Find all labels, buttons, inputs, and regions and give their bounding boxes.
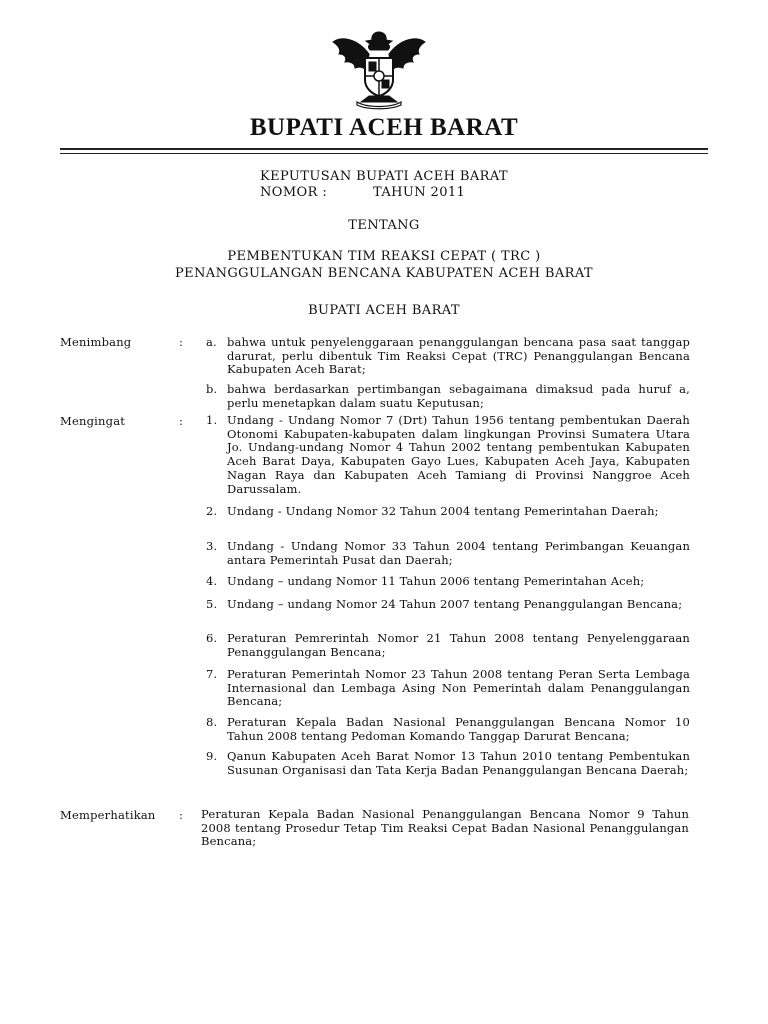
memperhatikan-colon: : (179, 808, 183, 822)
item-text: Peraturan Pemrerintah Nomor 21 Tahun 2008 tentang Penyelenggaraan Penanggulangan Bencana; (227, 631, 690, 659)
nomor-label: NOMOR : (260, 185, 328, 200)
item-number: 6. (206, 631, 218, 645)
menimbang-item (206, 336, 690, 377)
subject-line-1: PEMBENTUKAN TIM REAKSI CEPAT ( TRC ) (227, 249, 541, 264)
item-number: 4. (206, 574, 218, 588)
mengingat-item (206, 505, 690, 519)
header-rule-thick (60, 148, 708, 150)
menimbang-label: Menimbang (60, 335, 132, 349)
subject-line-2: PENANGGULANGAN BENCANA KABUPATEN ACEH BARAT (175, 266, 593, 281)
decree-heading: KEPUTUSAN BUPATI ACEH BARAT (260, 169, 508, 184)
item-text: Undang - Undang Nomor 33 Tahun 2004 tentang Perimbangan Keuangan antara Pemerintah Pusat dan Daerah; (227, 539, 690, 567)
mengingat-item (206, 668, 690, 709)
mengingat-item (206, 575, 690, 589)
tahun-label: TAHUN 2011 (373, 185, 466, 200)
item-text: Peraturan Kepala Badan Nasional Penanggulangan Bencana Nomor 9 Tahun 2008 tentang Prosedur Tetap Tim Reaksi Cepat Badan Nasional Penanggulangan Bencana; (201, 807, 689, 849)
mengingat-item (206, 414, 690, 496)
mengingat-colon: : (179, 414, 183, 428)
item-number: 1. (206, 413, 218, 427)
item-text: bahwa berdasarkan pertimbangan sebagaimana dimaksud pada huruf a, perlu menetapkan dalam suatu Keputusan; (227, 382, 690, 410)
mengingat-item (206, 750, 690, 777)
item-number: a. (206, 335, 217, 349)
mengingat-item (206, 540, 690, 567)
memperhatikan-label: Memperhatikan (60, 808, 156, 822)
regent-title: BUPATI ACEH BARAT (249, 114, 519, 141)
mengingat-item (206, 716, 690, 743)
item-number: 8. (206, 715, 218, 729)
item-number: 7. (206, 667, 218, 681)
item-number: 5. (206, 597, 218, 611)
tentang-heading: TENTANG (348, 218, 420, 233)
mengingat-label: Mengingat (60, 414, 126, 428)
header-rule-thin (60, 153, 708, 154)
item-text: Peraturan Kepala Badan Nasional Penanggulangan Bencana Nomor 10 Tahun 2008 tentang Pedoman Komando Tanggap Darurat Bencana; (227, 715, 690, 743)
menimbang-colon: : (179, 335, 183, 349)
mengingat-item (206, 632, 690, 659)
item-text: Undang - Undang Nomor 32 Tahun 2004 tentang Pemerintahan Daerah; (227, 504, 659, 518)
memperhatikan-item (201, 808, 689, 849)
item-text: Qanun Kabupaten Aceh Barat Nomor 13 Tahun 2010 tentang Pembentukan Susunan Organisasi dan Tata Kerja Badan Penanggulangan Bencana Daerah; (227, 749, 690, 777)
mengingat-item (206, 598, 690, 612)
item-number: 9. (206, 749, 218, 763)
garuda-emblem-icon (331, 28, 427, 110)
item-text: Undang – undang Nomor 24 Tahun 2007 tentang Penanggulangan Bencana; (227, 597, 683, 611)
menimbang-item (206, 383, 690, 410)
item-number: 2. (206, 504, 218, 518)
item-text: Undang – undang Nomor 11 Tahun 2006 tentang Pemerintahan Aceh; (227, 574, 645, 588)
item-number: 3. (206, 539, 218, 553)
issuer-heading: BUPATI ACEH BARAT (308, 303, 460, 318)
item-text: Undang - Undang Nomor 7 (Drt) Tahun 1956 tentang pembentukan Daerah Otonomi Kabupaten-kabupaten dalam lingkungan Provinsi Sumatera Utara Jo. Undang-undang Nomor 4 Tahun 2002 tentang pembentukan Kabupaten Aceh Barat Daya, Kabupaten Gayo Lues, Kabupaten Aceh Jaya, Kabupaten Nagan Raya dan Kabupaten Aceh Tamiang di Provinsi Nanggroe Aceh Darussalam. (227, 413, 690, 496)
item-text: bahwa untuk penyelenggaraan penanggulangan bencana pasa saat tanggap darurat, perlu dibentuk Tim Reaksi Cepat (TRC) Penanggulangan Bencana Kabupaten Aceh Barat; (227, 335, 690, 377)
item-text: Peraturan Pemerintah Nomor 23 Tahun 2008 tentang Peran Serta Lembaga Internasional dan Lembaga Asing Non Pemerintah dalam Penanggulangan Bencana; (227, 667, 690, 709)
item-number: b. (206, 382, 218, 396)
